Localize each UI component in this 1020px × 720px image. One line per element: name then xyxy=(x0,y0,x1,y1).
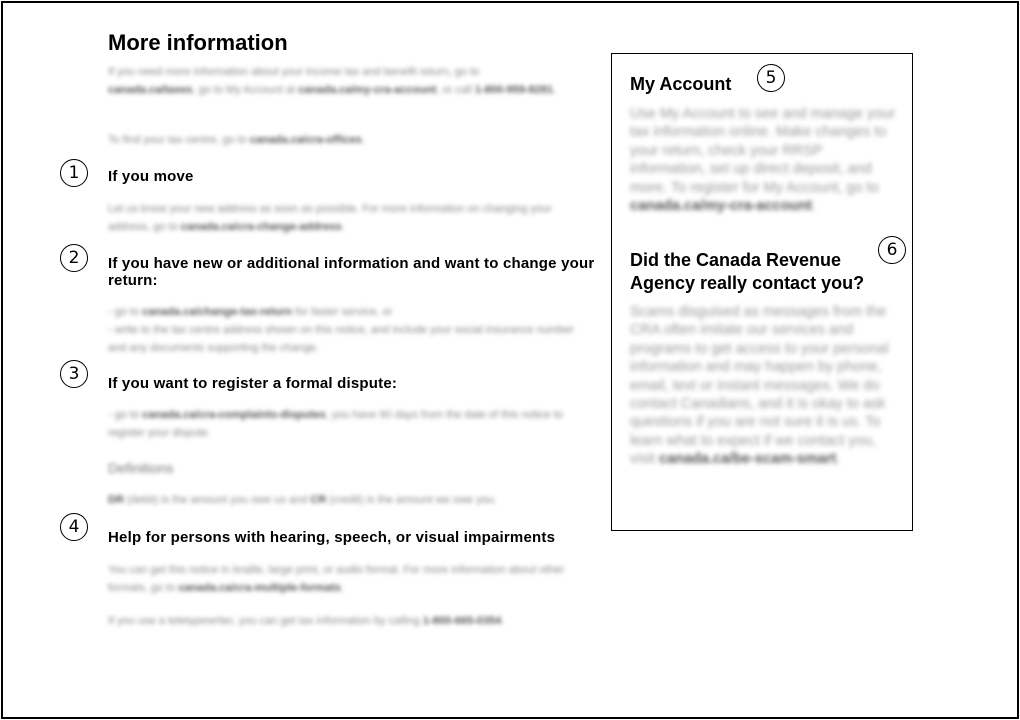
change-address-link[interactable]: canada.ca/cra-change-address xyxy=(180,221,342,233)
callout-number-5: 5 xyxy=(757,64,785,92)
definitions-paragraph: DR (debit) is the amount you owe us and CR (credit) is the amount we owe you. xyxy=(108,494,497,506)
my-account-paragraph: Use My Account to see and manage your tax information online. Make changes to your return, check your RRSP information, set up direct deposit, and more. To register for My Account, go to canada.ca/my-cra-account. xyxy=(630,106,896,215)
multiple-formats-link[interactable]: canada.ca/cra-multiple-formats xyxy=(178,582,341,594)
scam-paragraph: Scams disguised as messages from the CRA often imitate our services and programs to get access to your personal information and may happen by phone, email, text or instant messages. We do contact Canadians, and it is okay to ask questions if you are not sure it is us. To learn what to expect if we contact you, visit canada.ca/be-scam-smart. xyxy=(630,304,889,468)
section-heading-dispute: If you want to register a formal dispute: xyxy=(108,375,398,392)
impairments-paragraph: You can get this notice in braille, large print, or audio format. For more information about other formats, go to canada.ca/cra-multiple-formats. xyxy=(108,564,565,594)
section-heading-impairments: Help for persons with hearing, speech, or visual impairments xyxy=(108,529,556,546)
callout-number-2: 2 xyxy=(60,244,88,272)
definitions-heading: Definitions xyxy=(108,460,174,476)
callout-number-4: 4 xyxy=(60,513,88,541)
move-paragraph: Let us know your new address as soon as possible. For more information on changing your address, go to canada.ca/cra-change-address. xyxy=(108,203,552,233)
sidebar-box xyxy=(611,53,913,531)
callout-number-6: 6 xyxy=(878,236,906,264)
tax-centre-paragraph: To find your tax centre, go to canada.ca/cra-offices. xyxy=(108,134,365,146)
change-return-paragraph: - go to canada.ca/change-tax-return for faster service, or - write to the tax centre address shown on this notice, and include your social insurance number and any documents supporting the change. xyxy=(108,306,574,354)
page-title: More information xyxy=(108,30,288,55)
scam-heading: Did the Canada Revenue Agency really contact you? xyxy=(630,250,865,293)
change-tax-return-link[interactable]: canada.ca/change-tax-return xyxy=(142,306,293,318)
section-heading-move: If you move xyxy=(108,168,194,185)
section-heading-change-return: If you have new or additional information and want to change your return: xyxy=(108,255,595,289)
intro-paragraph: If you need more information about your income tax and benefit return, go to canada.ca/taxes, go to My Account at canada.ca/my-cra-account, or call 1-800-959-8281. xyxy=(108,66,557,96)
tty-paragraph: If you use a teletypewriter, you can get tax information by calling 1-800-665-0354. xyxy=(108,615,505,627)
sidebar-my-account-link[interactable]: canada.ca/my-cra-account xyxy=(630,198,813,215)
be-scam-smart-link[interactable]: canada.ca/be-scam-smart xyxy=(659,451,837,468)
my-account-link[interactable]: canada.ca/my-cra-account xyxy=(298,84,437,96)
dispute-paragraph: - go to canada.ca/cra-complaints-disputes, you have 90 days from the date of this notice to register your dispute. xyxy=(108,409,563,439)
complaints-disputes-link[interactable]: canada.ca/cra-complaints-disputes xyxy=(142,409,326,421)
phone-number: 1-800-959-8281 xyxy=(474,84,554,96)
taxes-link[interactable]: canada.ca/taxes xyxy=(108,84,193,96)
tty-phone-number: 1-800-665-0354 xyxy=(422,615,502,627)
callout-number-3: 3 xyxy=(60,360,88,388)
callout-number-1: 1 xyxy=(60,159,88,187)
my-account-heading: My Account xyxy=(630,74,732,94)
cra-offices-link[interactable]: canada.ca/cra-offices xyxy=(249,134,362,146)
